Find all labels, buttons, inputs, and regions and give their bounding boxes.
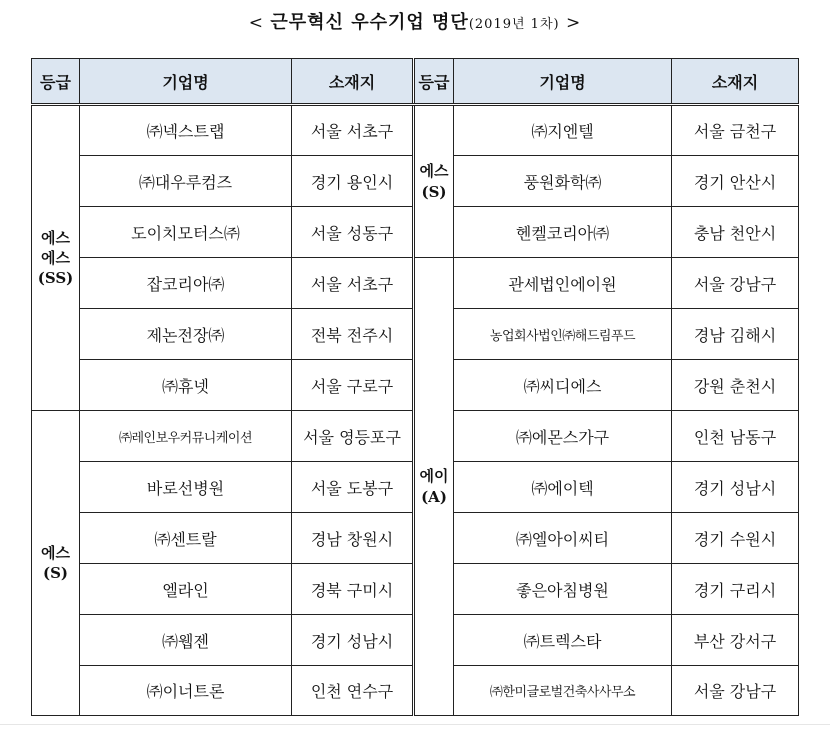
company-cell: 엘라인 [80,564,292,615]
location-cell: 경기 안산시 [672,156,799,207]
company-cell: 잡코리아㈜ [80,258,292,309]
location-cell: 경기 수원시 [672,513,799,564]
header-location-right: 소재지 [672,59,799,105]
location-cell: 서울 서초구 [292,258,414,309]
grade-line: 에스 [41,248,70,267]
location-cell: 서울 강남구 [672,666,799,716]
bottom-divider [0,724,830,725]
location-cell: 서울 영등포구 [292,411,414,462]
title-main: 근무혁신 우수기업 명단 [270,12,469,33]
company-cell: 헨켈코리아㈜ [454,207,672,258]
company-cell: ㈜넥스트랩 [80,105,292,156]
grade-line: 에스 [419,162,449,181]
location-cell: 부산 강서구 [672,615,799,666]
grade-line: (A) [421,487,447,506]
location-cell: 경기 구리시 [672,564,799,615]
company-cell: 제논전장㈜ [80,309,292,360]
company-cell: ㈜레인보우커뮤니케이션 [80,411,292,462]
header-company-left: 기업명 [80,59,292,105]
company-cell: ㈜에몬스가구 [454,411,672,462]
location-cell: 경남 김해시 [672,309,799,360]
company-cell: 바로선병원 [80,462,292,513]
table-header-row [32,59,799,105]
grade-line: 에스 [41,228,70,247]
company-cell: 관세법인에이원 [454,258,672,309]
header-grade-right: 등급 [414,59,454,105]
title-open-bracket: < [248,13,264,33]
location-cell: 서울 도봉구 [292,462,414,513]
company-cell: ㈜이너트론 [80,666,292,716]
grade-cell-s-right [414,105,454,258]
grade-cell-ss [32,105,80,411]
location-cell: 경기 용인시 [292,156,414,207]
company-cell: ㈜지엔텔 [454,105,672,156]
grade-cell-a-right [414,258,454,716]
company-cell: ㈜씨디에스 [454,360,672,411]
company-list-table [31,58,799,716]
location-cell: 서울 금천구 [672,105,799,156]
location-cell: 경남 창원시 [292,513,414,564]
location-cell: 경기 성남시 [292,615,414,666]
location-cell: 서울 서초구 [292,105,414,156]
location-cell: 충남 천안시 [672,207,799,258]
table-row [32,258,799,309]
location-cell: 인천 남동구 [672,411,799,462]
header-location-left: 소재지 [292,59,414,105]
title-subtitle: (2019년 1차) [468,17,560,32]
location-cell: 인천 연수구 [292,666,414,716]
company-cell: ㈜한미글로벌건축사사무소 [454,666,672,716]
company-cell: 도이치모터스㈜ [80,207,292,258]
company-cell: ㈜웹젠 [80,615,292,666]
company-cell: 풍원화학㈜ [454,156,672,207]
grade-cell-s-left [32,411,80,716]
page-title [0,8,830,34]
location-cell: 서울 성동구 [292,207,414,258]
company-cell: ㈜휴넷 [80,360,292,411]
location-cell: 강원 춘천시 [672,360,799,411]
grade-line: 에스 [41,543,70,562]
grade-line: (S) [42,564,69,582]
header-company-right: 기업명 [454,59,672,105]
company-cell: 농업회사법인㈜해드림푸드 [454,309,672,360]
grade-line: (SS) [37,269,74,288]
location-cell: 서울 구로구 [292,360,414,411]
location-cell: 경기 성남시 [672,462,799,513]
header-grade-left: 등급 [32,59,80,105]
grade-line: (S) [421,182,447,201]
company-cell: ㈜에이텍 [454,462,672,513]
company-cell: ㈜트렉스타 [454,615,672,666]
company-cell: ㈜센트랄 [80,513,292,564]
location-cell: 전북 전주시 [292,309,414,360]
company-cell: 좋은아침병원 [454,564,672,615]
table-row [32,105,799,156]
grade-line: 에이 [419,467,449,486]
company-cell: ㈜대우루컴즈 [80,156,292,207]
company-cell: ㈜엘아이씨티 [454,513,672,564]
title-close-bracket: > [565,13,582,33]
location-cell: 서울 강남구 [672,258,799,309]
location-cell: 경북 구미시 [292,564,414,615]
